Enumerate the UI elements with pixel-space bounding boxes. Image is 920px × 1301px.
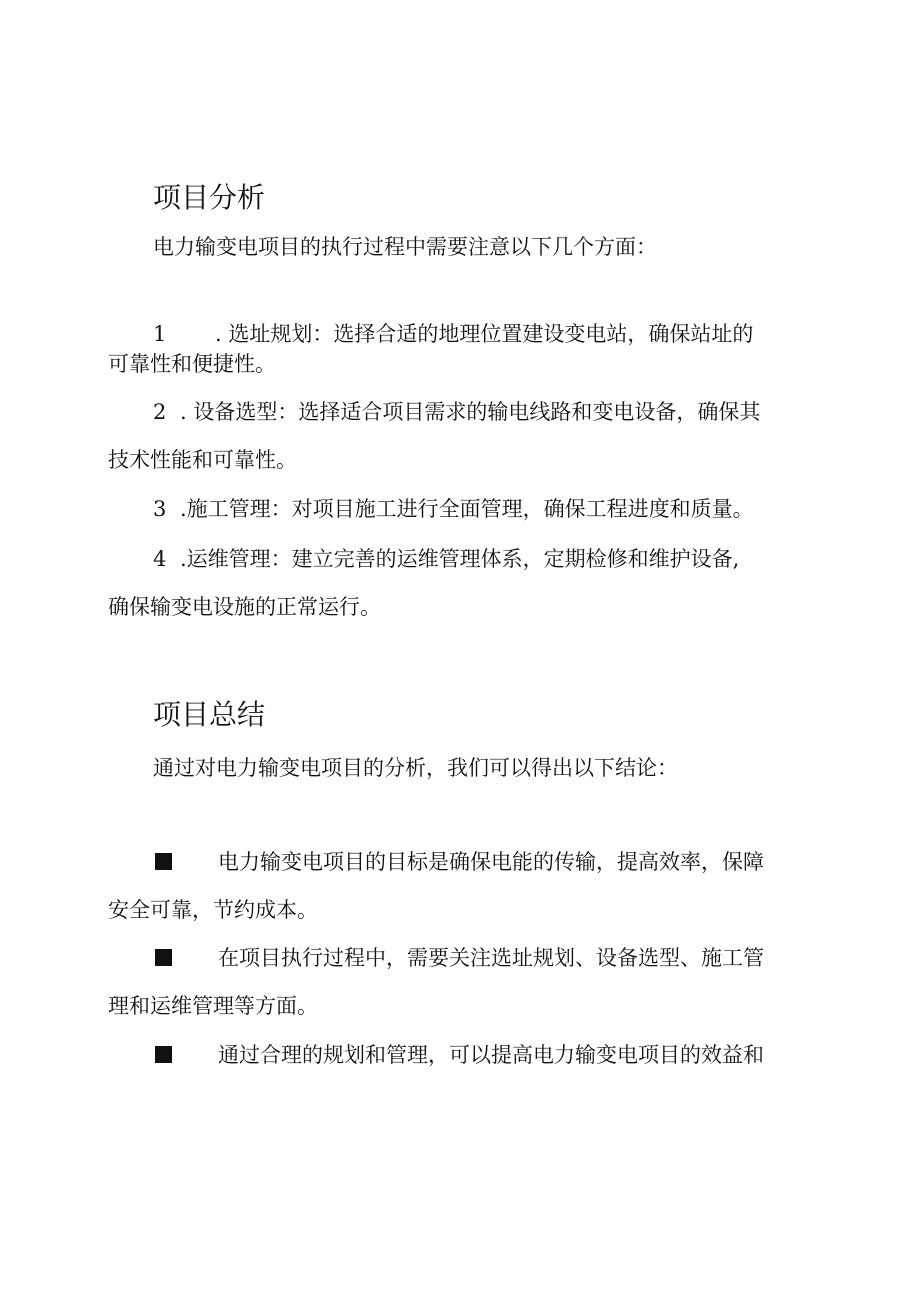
bullet-item-text-continuation: 理和运维管理等方面。: [108, 994, 318, 1018]
list-item-number: 4: [153, 547, 167, 571]
bullet-item-text: 电力输变电项目的目标是确保电能的传输，提高效率，保障: [218, 850, 764, 874]
list-item-number: 3: [153, 497, 167, 521]
list-item-text: .施工管理：对项目施工进行全面管理，确保工程进度和质量。: [180, 497, 754, 521]
section-heading-summary: 项目总结: [153, 698, 266, 731]
section-intro-analysis: 电力输变电项目的执行过程中需要注意以下几个方面：: [153, 235, 657, 259]
section-intro-summary: 通过对电力输变电项目的分析，我们可以得出以下结论：: [153, 756, 678, 780]
bullet-square-icon: [155, 853, 172, 870]
bullet-square-icon: [155, 949, 172, 966]
bullet-item-text: 通过合理的规划和管理，可以提高电力输变电项目的效益和: [218, 1043, 764, 1067]
bullet-square-icon: [155, 1046, 172, 1063]
bullet-item-text: 在项目执行过程中，需要关注选址规划、设备选型、施工管: [218, 946, 764, 970]
list-item-text-continuation: 确保输变电设施的正常运行。: [108, 595, 381, 619]
section-heading-analysis: 项目分析: [153, 181, 266, 214]
list-item-text: .运维管理：建立完善的运维管理体系，定期检修和维护设备,: [180, 547, 740, 571]
list-item-number: 2: [153, 400, 167, 424]
list-item-text-continuation: 技术性能和可靠性。: [108, 448, 297, 472]
list-item-text: . 设备选型：选择适合项目需求的输电线路和变电设备，确保其: [180, 400, 761, 424]
list-item-number: 1: [153, 322, 167, 346]
list-item-text: . 选址规划：选择合适的地理位置建设变电站，确保站址的: [215, 322, 754, 346]
bullet-item-text-continuation: 安全可靠，节约成本。: [108, 898, 318, 922]
list-item-text-continuation: 可靠性和便捷性。: [108, 352, 276, 376]
